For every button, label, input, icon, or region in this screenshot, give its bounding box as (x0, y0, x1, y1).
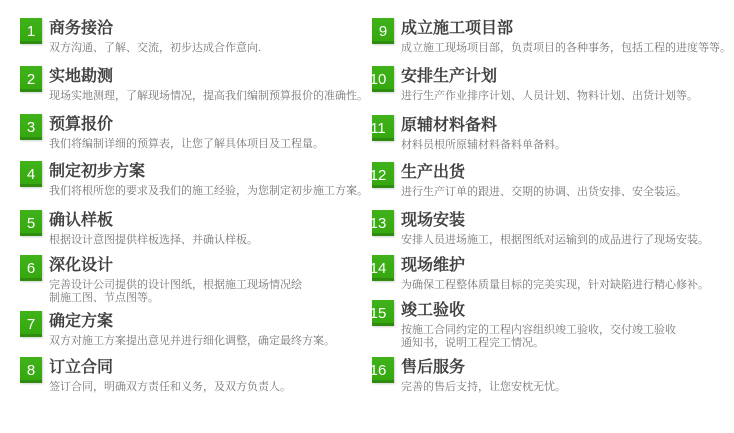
step-number: 4 (26, 166, 36, 183)
step-description: 按施工合同约定的工程内容组织竣工验收，交付竣工验收 通知书，说明工程完工情况。 (401, 324, 676, 349)
step-number: 13 (369, 215, 387, 232)
step-number: 8 (26, 362, 36, 379)
step-number-badge (20, 114, 42, 140)
step-description: 签订合同，明确双方责任和义务，及双方负责人。 (49, 381, 291, 393)
step-number-badge (20, 357, 42, 383)
step-number: 9 (378, 23, 388, 40)
step-description: 根据设计意图提供样板选择、并确认样板。 (49, 234, 258, 246)
step-number-badge (369, 357, 394, 383)
step-description: 我们将编制详细的预算表，让您了解具体项目及工程量。 (49, 138, 324, 150)
step-number-badge (20, 311, 42, 337)
step-number: 11 (370, 120, 386, 137)
step-number-badge (369, 66, 394, 92)
step-title: 现场安装 (401, 212, 466, 229)
step-description: 成立施工现场项目部，负责项目的各种事务，包括工程的进度等等。 (401, 42, 731, 54)
process-step (369, 357, 566, 394)
step-description: 材料员根所原辅材料备料单备料。 (401, 139, 566, 151)
step-text-block (49, 18, 261, 55)
step-number: 1 (26, 23, 36, 40)
step-title: 确定方案 (49, 313, 114, 330)
step-number-badge (20, 255, 42, 281)
step-number: 7 (26, 316, 36, 333)
process-step (372, 18, 731, 55)
step-text-block (401, 115, 566, 152)
step-title: 商务接洽 (49, 20, 114, 37)
step-number-badge (20, 18, 42, 44)
step-number-badge (372, 115, 394, 141)
step-text-block (401, 18, 731, 55)
step-number-badge (369, 162, 394, 188)
step-title: 成立施工项目部 (401, 20, 514, 37)
step-number: 15 (369, 305, 387, 322)
step-number-badge (20, 161, 42, 187)
process-step (20, 311, 335, 348)
step-text-block (401, 357, 566, 394)
process-step (20, 18, 261, 55)
step-description: 进行生产订单的跟进、交期的协调、出货安排、安全装运。 (401, 186, 687, 198)
step-title: 预算报价 (49, 116, 114, 133)
step-number: 5 (26, 215, 36, 232)
step-text-block (49, 255, 302, 305)
step-title: 订立合同 (49, 359, 114, 376)
step-text-block (401, 300, 676, 350)
step-description: 现场实地测理，了解现场情况，提高我们编制预算报价的准确性。 (49, 90, 368, 102)
step-number-badge (20, 210, 42, 236)
process-step (369, 162, 687, 199)
step-number-badge (369, 255, 394, 281)
step-text-block (401, 66, 698, 103)
step-text-block (49, 114, 324, 151)
step-number-badge (372, 18, 394, 44)
process-step (20, 210, 258, 247)
process-step (372, 115, 566, 152)
step-title: 现场维护 (401, 257, 466, 274)
step-text-block (49, 66, 368, 103)
step-number: 16 (369, 362, 387, 379)
step-text-block (49, 210, 258, 247)
step-title: 安排生产计划 (401, 68, 498, 85)
step-number: 2 (26, 71, 36, 88)
step-text-block (401, 162, 687, 199)
step-number: 10 (369, 71, 387, 88)
step-number-badge (20, 66, 42, 92)
step-title: 实地勘测 (49, 68, 114, 85)
step-text-block (401, 255, 709, 292)
step-description: 进行生产作业排序计划、人员计划、物料计划、出货计划等。 (401, 90, 698, 102)
process-step (369, 210, 709, 247)
step-number: 12 (369, 167, 387, 184)
step-number: 14 (369, 260, 387, 277)
process-step (20, 114, 324, 151)
step-title: 生产出货 (401, 164, 466, 181)
step-description: 双方对施工方案提出意见并进行细化调整，确定最终方案。 (49, 335, 335, 347)
process-step (369, 255, 709, 292)
process-step (369, 66, 698, 103)
process-step (20, 255, 302, 305)
step-text-block (401, 210, 709, 247)
step-title: 深化设计 (49, 257, 114, 274)
step-description: 为确保工程整体质量目标的完美实现，针对缺陷进行精心修补。 (401, 279, 709, 291)
step-title: 售后服务 (401, 359, 466, 376)
process-step (20, 357, 291, 394)
step-number: 3 (26, 119, 36, 136)
step-title: 确认样板 (49, 212, 114, 229)
step-description: 我们将根所您的要求及我们的施工经验，为您制定初步施工方案。 (49, 185, 368, 197)
step-text-block (49, 357, 291, 394)
process-step (20, 66, 368, 103)
step-description: 安排人员进场施工，根据图纸对运输到的成品进行了现场安装。 (401, 234, 709, 246)
step-number-badge (369, 300, 394, 326)
step-text-block (49, 311, 335, 348)
step-title: 制定初步方案 (49, 163, 146, 180)
step-description: 完善的售后支持，让您安枕无忧。 (401, 381, 566, 393)
step-description: 完善设计公司提供的设计图纸，根据施工现场情况绘 制施工图、节点图等。 (49, 279, 302, 304)
step-title: 竣工验收 (401, 302, 466, 319)
step-number: 6 (26, 260, 36, 277)
process-step (369, 300, 676, 350)
process-step (20, 161, 368, 198)
step-description: 双方沟通、了解、交流，初步达成合作意向. (49, 42, 262, 54)
step-text-block (49, 161, 368, 198)
step-number-badge (369, 210, 394, 236)
step-title: 原辅材料备料 (401, 117, 498, 134)
